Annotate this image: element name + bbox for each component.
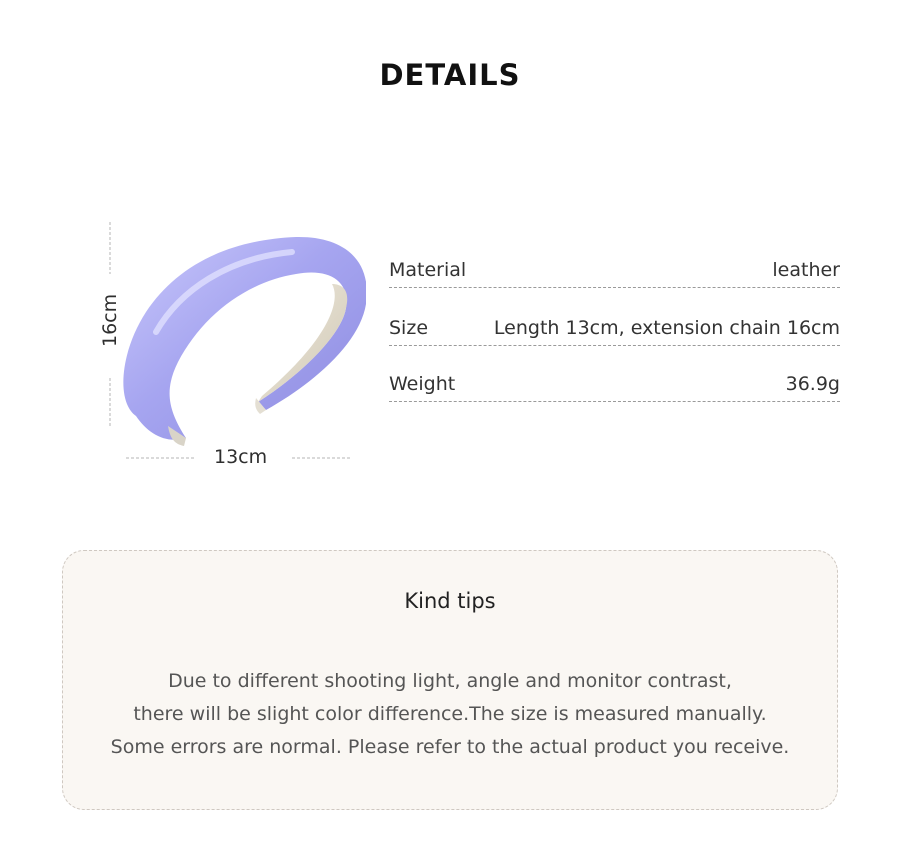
tips-body — [63, 665, 837, 764]
tips-line: Some errors are normal. Please refer to the actual product you receive. — [110, 736, 790, 758]
product-image — [96, 212, 366, 474]
tips-line: there will be slight color difference.The size is measured manually. — [133, 703, 767, 725]
spec-value: 36.9g — [785, 373, 840, 395]
spec-row-size — [389, 288, 840, 346]
page-title: DETAILS — [379, 58, 521, 92]
spec-row-weight — [389, 346, 840, 402]
tips-line: Due to different shooting light, angle and monitor contrast, — [168, 670, 732, 692]
kind-tips-box — [62, 550, 838, 810]
spec-label: Weight — [389, 373, 456, 395]
spec-value: Length 13cm, extension chain 16cm — [493, 317, 840, 339]
headband-icon — [96, 212, 366, 474]
spec-label: Material — [389, 259, 467, 281]
spec-row-material — [389, 246, 840, 288]
spec-table — [389, 246, 840, 402]
height-dimension-label: 16cm — [99, 293, 121, 347]
spec-value: leather — [772, 259, 840, 281]
width-dimension-label: 13cm — [214, 446, 268, 468]
tips-title: Kind tips — [404, 589, 496, 613]
spec-label: Size — [389, 317, 429, 339]
